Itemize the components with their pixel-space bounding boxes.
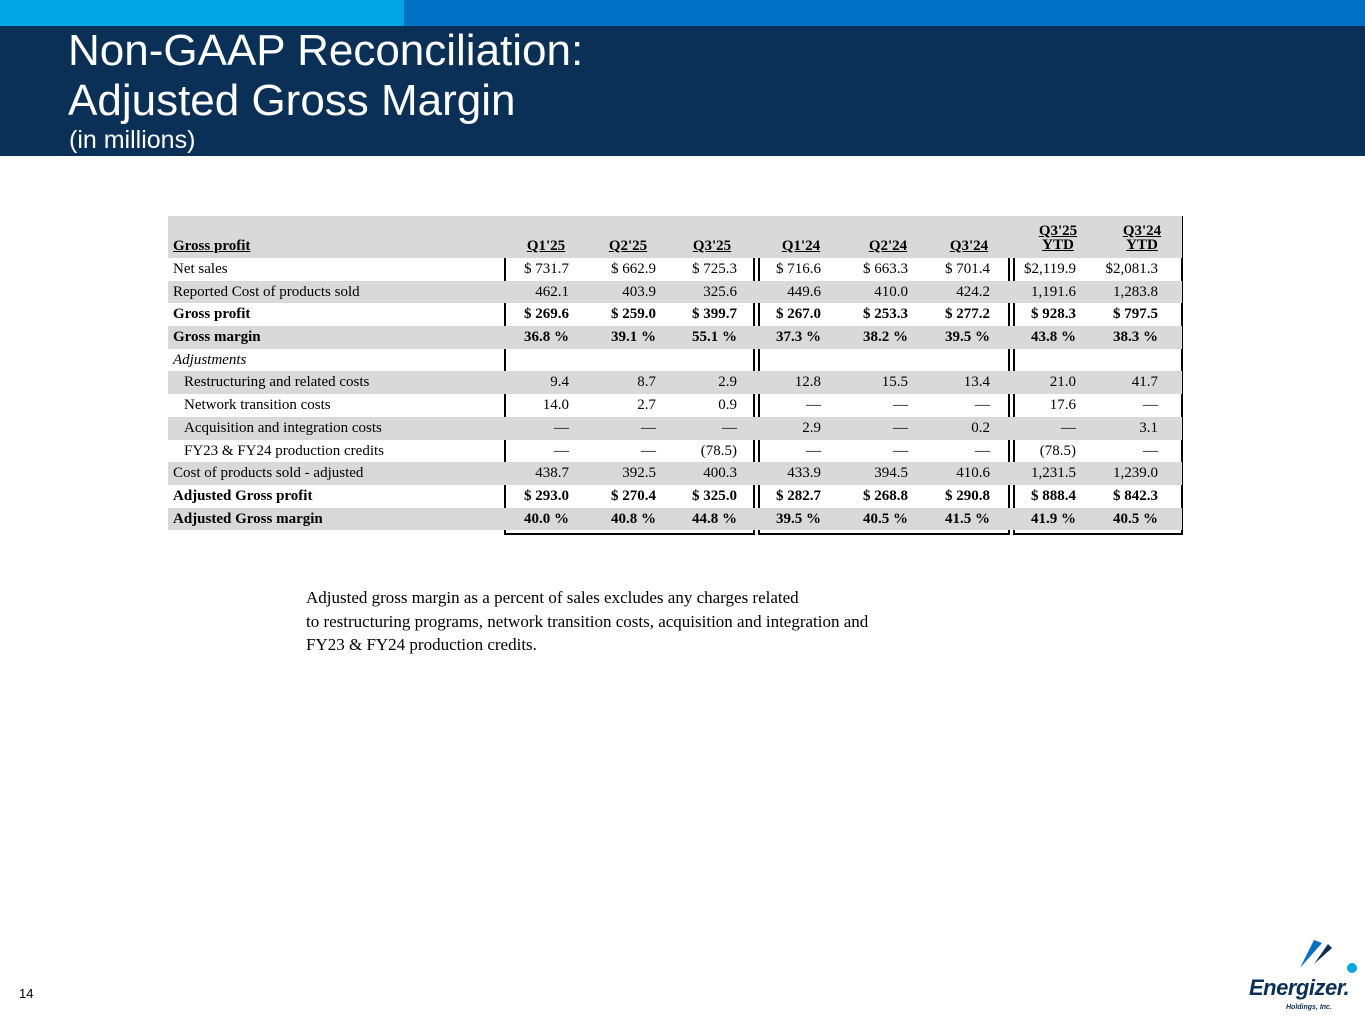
energizer-logo-icon <box>1244 934 1360 1014</box>
logo-subtext: Holdings, Inc. <box>1286 1004 1332 1011</box>
table-cell: 438.7 <box>535 465 569 481</box>
table-cell: 37.3 % <box>776 329 821 345</box>
table-row <box>168 417 1182 440</box>
table-cell: 21.0 <box>1049 374 1076 390</box>
column-header: Q3'24 <box>949 238 989 254</box>
table-cell: $ 267.0 <box>776 306 821 322</box>
table-row <box>168 258 1182 281</box>
row-label: Reported Cost of products sold <box>173 284 360 300</box>
table-cell: — <box>1143 443 1158 459</box>
table-row <box>168 508 1182 530</box>
table-cell: — <box>554 420 569 436</box>
table-cell: $ 731.7 <box>524 261 569 277</box>
row-label: Network transition costs <box>184 397 331 413</box>
table-cell: — <box>975 397 990 413</box>
row-label: Acquisition and integration costs <box>184 420 382 436</box>
table-cell: 3.1 <box>1139 420 1158 436</box>
table-cell <box>1000 349 1076 371</box>
table-cell <box>661 349 737 371</box>
footnote-line1: Adjusted gross margin as a percent of sales excludes any charges related <box>306 588 799 607</box>
row-label: Cost of products sold - adjusted <box>173 465 364 481</box>
table-cell: 1,231.5 <box>1031 465 1076 481</box>
table-cell: 9.4 <box>550 374 569 390</box>
page-number: 14 <box>19 986 34 1001</box>
page-title <box>68 26 583 126</box>
column-header: Q1'24 <box>781 238 821 254</box>
table-cell: $ 325.0 <box>692 488 737 504</box>
page-title-line2: Adjusted Gross Margin <box>68 76 516 125</box>
table-cell <box>1082 349 1158 371</box>
table-cell: 462.1 <box>535 284 569 300</box>
ytd-column-header <box>1102 224 1182 254</box>
table-cell: 1,283.8 <box>1113 284 1158 300</box>
table-cell: 39.5 % <box>776 511 821 527</box>
table-cell: $ 399.7 <box>692 306 737 322</box>
ytd-column-header <box>1018 224 1098 254</box>
table-cell: — <box>806 443 821 459</box>
table-cell: 2.9 <box>718 374 737 390</box>
page-subtitle: (in millions) <box>69 126 196 154</box>
table-cell: $ 293.0 <box>524 488 569 504</box>
top-accent-bar <box>404 0 1365 26</box>
table-cell: — <box>722 420 737 436</box>
table-cell: $ 928.3 <box>1031 306 1076 322</box>
table-cell: $ 290.8 <box>945 488 990 504</box>
table-cell: 38.3 % <box>1113 329 1158 345</box>
table-cell: $ 888.4 <box>1031 488 1076 504</box>
table-cell: — <box>1061 420 1076 436</box>
table-cell: $ 662.9 <box>611 261 656 277</box>
table-cell: $ 259.0 <box>611 306 656 322</box>
table-cell: 44.8 % <box>692 511 737 527</box>
table-cell: $ 253.3 <box>863 306 908 322</box>
row-label: Net sales <box>173 261 228 277</box>
table-cell: $ 701.4 <box>945 261 990 277</box>
table-cell: 394.5 <box>874 465 908 481</box>
table-row <box>168 394 1182 417</box>
table-row <box>168 349 1182 371</box>
table-cell: — <box>893 443 908 459</box>
footnote <box>306 586 986 657</box>
logo-wordmark: Energizer. <box>1249 975 1350 1000</box>
table-cell: 325.6 <box>703 284 737 300</box>
table-cell: — <box>806 397 821 413</box>
footnote-line3: FY23 & FY24 production credits. <box>306 635 537 654</box>
row-label: Adjusted Gross profit <box>173 488 313 504</box>
table-row <box>168 440 1182 462</box>
table-cell: — <box>554 443 569 459</box>
column-header: Q2'24 <box>868 238 908 254</box>
table-cell: $ 842.3 <box>1113 488 1158 504</box>
table-cell: 1,191.6 <box>1031 284 1076 300</box>
table-cell: (78.5) <box>700 443 737 459</box>
table-cell: 38.2 % <box>863 329 908 345</box>
table-cell <box>493 349 569 371</box>
table-cell: 400.3 <box>703 465 737 481</box>
table-cell: $ 268.8 <box>863 488 908 504</box>
table-cell: 39.5 % <box>945 329 990 345</box>
page-title-line1: Non-GAAP Reconciliation: <box>68 26 584 75</box>
ytd-header-line2: YTD <box>1042 237 1074 253</box>
table-cell: 40.0 % <box>524 511 569 527</box>
table-header-row <box>168 216 1182 258</box>
row-label: Gross margin <box>173 329 261 345</box>
table-cell: 15.5 <box>881 374 908 390</box>
table-row <box>168 303 1182 326</box>
table-cell: — <box>893 420 908 436</box>
table-cell: 41.5 % <box>945 511 990 527</box>
table-row <box>168 462 1182 485</box>
table-cell: 0.2 <box>971 420 990 436</box>
table-cell: 55.1 % <box>692 329 737 345</box>
table-cell: 403.9 <box>622 284 656 300</box>
table-cell: $ 716.6 <box>776 261 821 277</box>
table-cell: $ 277.2 <box>945 306 990 322</box>
table-cell: 2.9 <box>802 420 821 436</box>
row-label: Gross profit <box>173 306 251 322</box>
table-cell: — <box>641 443 656 459</box>
table-cell: 40.5 % <box>1113 511 1158 527</box>
column-header: Q1'25 <box>526 238 566 254</box>
table-cell: — <box>975 443 990 459</box>
table-cell: 14.0 <box>542 397 569 413</box>
table-cell: 8.7 <box>637 374 656 390</box>
table-cell: 41.7 <box>1131 374 1158 390</box>
column-header: Q3'25 <box>692 238 732 254</box>
table-cell: 39.1 % <box>611 329 656 345</box>
row-label: Restructuring and related costs <box>184 374 370 390</box>
table-cell: $ 282.7 <box>776 488 821 504</box>
table-cell: $ 725.3 <box>692 261 737 277</box>
row-label: Adjustments <box>173 352 247 368</box>
reconciliation-table <box>168 216 1182 533</box>
ytd-header-line1: Q3'25 <box>1038 223 1078 239</box>
row-label: Adjusted Gross margin <box>173 511 323 527</box>
table-cell: $ 269.6 <box>524 306 569 322</box>
table-cell: 410.6 <box>956 465 990 481</box>
table-cell: 392.5 <box>622 465 656 481</box>
ytd-header-line2: YTD <box>1126 237 1158 253</box>
table-cell: 40.8 % <box>611 511 656 527</box>
table-cell <box>832 349 908 371</box>
table-cell: — <box>641 420 656 436</box>
table-cell: 13.4 <box>963 374 990 390</box>
table-cell: 410.0 <box>874 284 908 300</box>
table-row <box>168 485 1182 508</box>
table-cell: $ 797.5 <box>1113 306 1158 322</box>
footnote-line2: to restructuring programs, network transition costs, acquisition and integration and <box>306 611 869 631</box>
table-cell: 40.5 % <box>863 511 908 527</box>
table-cell: (78.5) <box>1039 443 1076 459</box>
table-row <box>168 281 1182 303</box>
table-cell: 2.7 <box>637 397 656 413</box>
ytd-header-line1: Q3'24 <box>1122 223 1162 239</box>
table-cell: 43.8 % <box>1031 329 1076 345</box>
table-cell <box>914 349 990 371</box>
column-header: Q2'25 <box>608 238 648 254</box>
table-cell <box>745 349 821 371</box>
table-cell: 449.6 <box>787 284 821 300</box>
row-label: FY23 & FY24 production credits <box>184 443 384 459</box>
table-cell: 41.9 % <box>1031 511 1076 527</box>
table-cell: 424.2 <box>956 284 990 300</box>
table-header-label: Gross profit <box>173 238 251 254</box>
table-cell: $2,119.9 <box>1024 261 1076 277</box>
table-cell: $ 663.3 <box>863 261 908 277</box>
table-cell: 12.8 <box>794 374 821 390</box>
table-cell <box>580 349 656 371</box>
table-cell: — <box>893 397 908 413</box>
table-cell: — <box>1143 397 1158 413</box>
table-cell: $2,081.3 <box>1105 261 1158 277</box>
table-cell: $ 270.4 <box>611 488 656 504</box>
table-cell: 36.8 % <box>524 329 569 345</box>
table-cell: 0.9 <box>718 397 737 413</box>
table-cell: 1,239.0 <box>1113 465 1158 481</box>
table-cell: 433.9 <box>787 465 821 481</box>
table-row <box>168 371 1182 394</box>
table-cell: 17.6 <box>1049 397 1076 413</box>
top-accent-bar-light <box>0 0 404 26</box>
table-row <box>168 326 1182 349</box>
